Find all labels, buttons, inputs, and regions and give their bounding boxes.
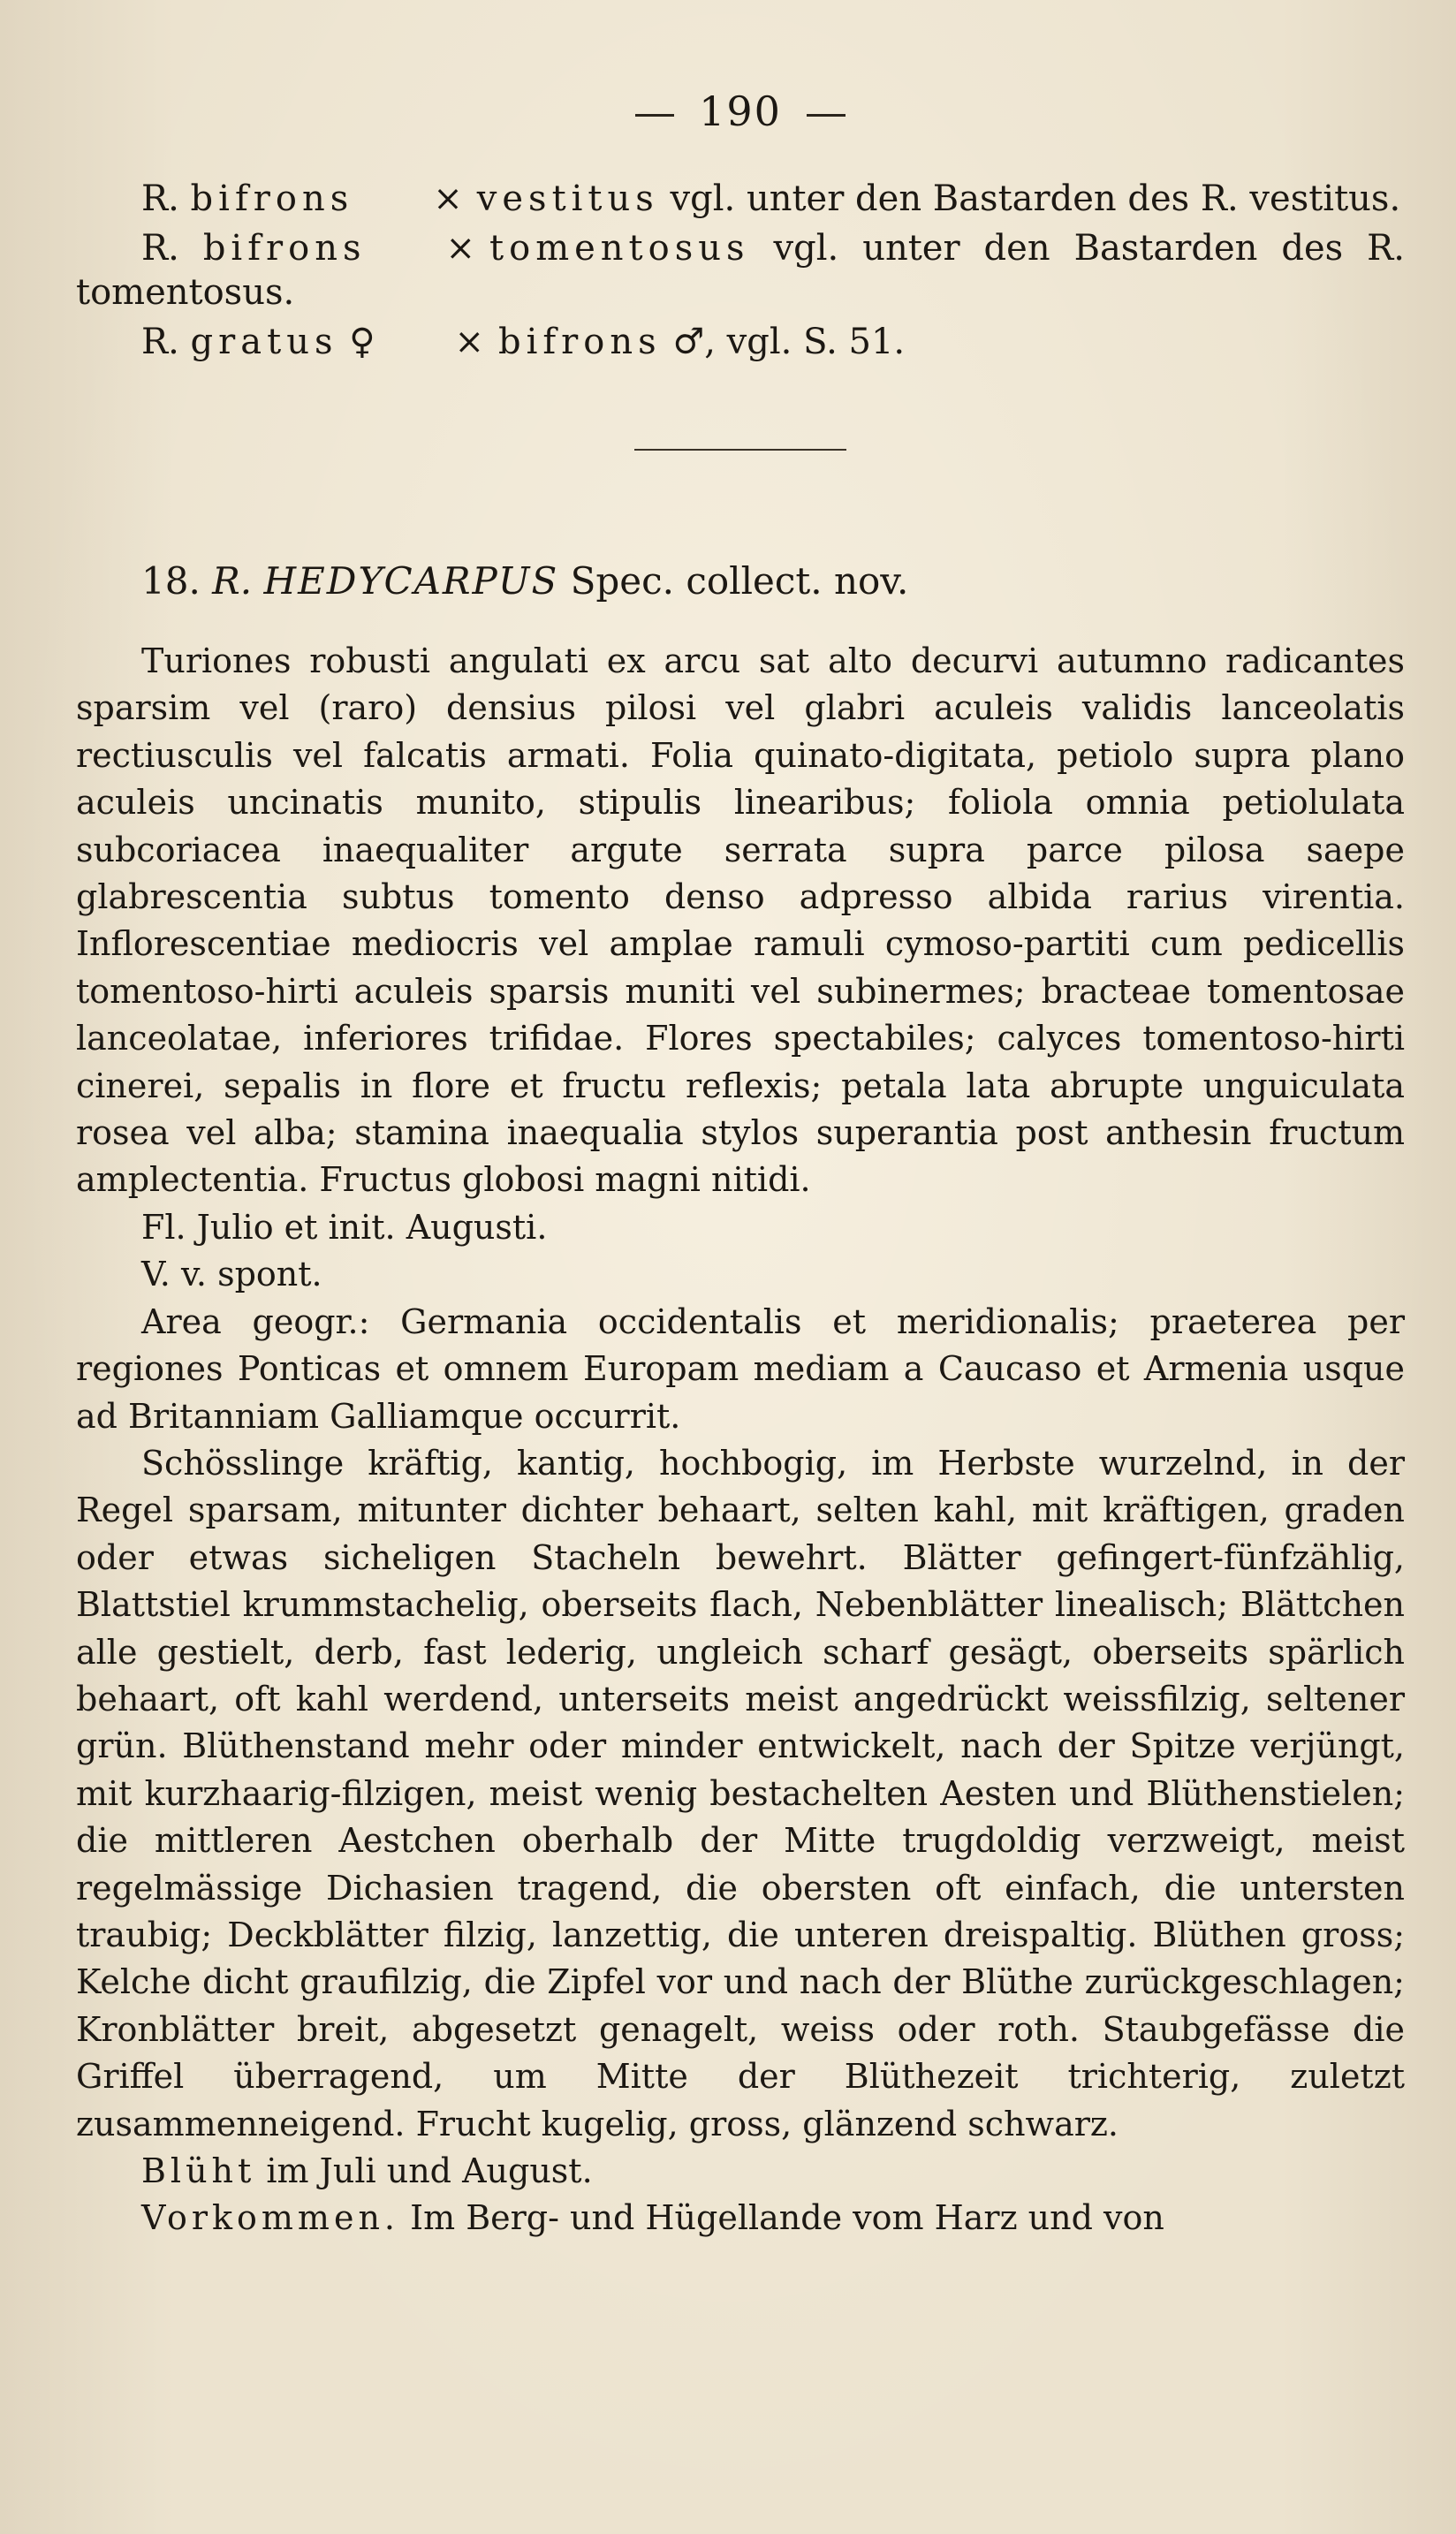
hybrid-parent: tomentosus bbox=[489, 228, 750, 269]
hybrid-line: R. bifrons × tomentosus vgl. unter den Bastarden des R. tomentosus. bbox=[76, 228, 1406, 313]
german-description: Schösslinge kräftig, kantig, hochbogig, im Herbste wurzelnd, in der Regel sparsam, mitunter dichter behaart, selten kahl, mit kräftigen, graden oder etwas sicheligen Stacheln bewehrt. Blätter gefingert-fünfzählig, Blattstiel krummstachelig, oberseits flach, Nebenblätter linealisch; Blättchen alle gestielt, derb, fast lederig, ungleich scharf gesägt, oberseits spärlich behaart, oft kahl werdend, unterseits meist angedrückt weissfilzig, seltener grün. Blüthenstand mehr oder minder entwickelt, nach der Spitze verjüngt, mit kurzhaarig-filzigen, meist wenig bestachelten Aesten und Blüthenstielen; die mittleren Aestchen oberhalb der Mitte trugdoldig verzweigt, meist regelmässige Dichasien tragend, die obersten oft einfach, die untersten traubig; Deckblätter filzig, lanzettig, die unteren dreispaltig. Blüthen gross; Kelche dicht graufilzig, die Zipfel vor und nach der Blüthe zurückgeschlagen; Kronblätter breit, abgesetzt genagelt, weiss oder roth. Staubgefässe die Griffel überragend, um Mitte der Blüthezeit trichterig, zuletzt zusammenneigend. Frucht kugelig, gross, glänzend schwarz. bbox=[76, 1443, 1405, 2143]
species-genus: R. bbox=[212, 559, 253, 603]
seen-note: V. v. spont. bbox=[141, 1255, 322, 1294]
latin-description: Turiones robusti angulati ex arcu sat alto decurvi autumno radicantes sparsim vel (raro) densius pilosi vel glabri aculeis validis lanceolatis rectiusculis vel falcatis armati. Folia quinato-digitata, petiolo supra plano aculeis uncinatis munito, stipulis linearibus; foliola omnia petiolulata subcoriacea inaequaliter argute serrata supra parce pilosa saepe glabrescentia subtus tomento denso adpresso albida rarius virentia. Inflorescentiae mediocris vel amplae ramuli cymoso-partiti cum pedicellis tomentoso-hirti aculeis sparsis muniti vel subinermes; bracteae tomentosae lanceolatae, inferiores trifidae. Flores spectabiles; calyces tomentoso-hirti cinerei, sepalis in flore et fructu reflexis; petala lata abrupte unguiculata rosea vel alba; stamina inaequalia stylos superantia post anthesin fructum amplectentia. Fructus globosi magni nitidi. bbox=[76, 641, 1405, 1200]
species-heading bbox=[141, 557, 1405, 606]
cross-symbol: × bbox=[454, 322, 484, 362]
hybrid-parent: bifrons bbox=[190, 178, 354, 219]
book-page bbox=[76, 85, 1405, 2242]
geographic-area: Area geogr.: Germania occidentalis et meridionalis; praeterea per regiones Ponticas et omnem Europam mediam a Caucaso et Armenia usque ad Britanniam Galliamque occurrit. bbox=[76, 1301, 1405, 1436]
female-symbol: ♀ bbox=[349, 322, 375, 362]
species-note: Spec. collect. nov. bbox=[570, 559, 909, 603]
cross-symbol: × bbox=[445, 228, 476, 269]
page-number-dash-left bbox=[635, 114, 674, 117]
page-number bbox=[76, 85, 1405, 138]
page-number-dash-right bbox=[807, 114, 846, 117]
section-divider bbox=[634, 449, 846, 451]
hybrid-parent: bifrons bbox=[497, 322, 662, 362]
flowering-german: Blüht im Juli und August. bbox=[141, 2151, 593, 2190]
hybrid-line: R. gratus ♀ × bifrons ♂, vgl. S. 51. bbox=[141, 322, 906, 362]
hybrid-references bbox=[76, 177, 1405, 364]
page-number-value: 190 bbox=[699, 87, 782, 135]
species-number: 18. bbox=[141, 559, 201, 603]
cross-symbol: × bbox=[433, 178, 463, 219]
hybrid-parent: vestitus bbox=[476, 178, 659, 219]
occurrence: Vorkommen. Im Berg- und Hügellande vom Harz und von bbox=[141, 2198, 1164, 2238]
hybrid-line: R. bifrons × vestitus vgl. unter den Bastarden des R. vestitus. bbox=[141, 178, 1401, 219]
flowering-latin: Fl. Julio et init. Augusti. bbox=[141, 1207, 548, 1247]
hybrid-parent: bifrons bbox=[202, 228, 367, 269]
species-description bbox=[76, 638, 1405, 2242]
species-name: HEDYCARPUS bbox=[263, 559, 559, 603]
hybrid-parent: gratus bbox=[190, 322, 338, 362]
male-symbol: ♂ bbox=[672, 322, 705, 362]
